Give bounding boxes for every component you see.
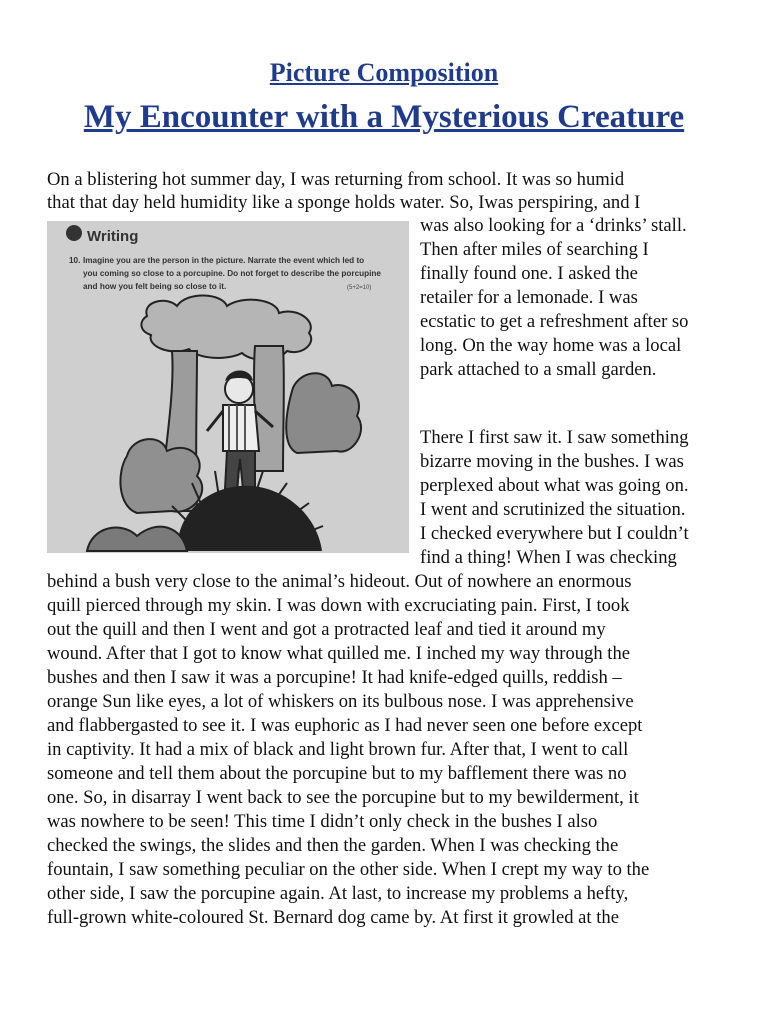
paragraph-line: Then after miles of searching I (420, 239, 649, 260)
paragraph-line: other side, I saw the porcupine again. At last, to increase my problems a hefty, (47, 883, 629, 904)
worksheet-question-number: 10. (69, 256, 81, 265)
paragraph-line: one. So, in disarray I went back to see the porcupine but to my bewilderment, it (47, 787, 639, 808)
paragraph-line: I went and scrutinized the situation. (420, 499, 686, 520)
paragraph-line: bizarre moving in the bushes. I was (420, 451, 684, 472)
paragraph-line: checked the swings, the slides and then the garden. When I was checking the (47, 835, 619, 856)
worksheet-prompt-line: Imagine you are the person in the picture. Narrate the event which led to (83, 256, 365, 265)
paragraph-line: bushes and then I saw it was a porcupine! It had knife-edged quills, reddish – (47, 667, 622, 688)
paragraph-line: full-grown white-coloured St. Bernard dog came by. At first it growled at the (47, 907, 619, 928)
paragraph-line: park attached to a small garden. (420, 359, 657, 380)
paragraph-line: There I first saw it. I saw something (420, 427, 689, 448)
paragraph-line: that that day held humidity like a sponge holds water. So, Iwas perspiring, and I (47, 192, 641, 213)
paragraph-line: and flabbergasted to see it. I was euphoric as I had never seen one before except (47, 715, 643, 736)
worksheet-prompt-line: and how you felt being so close to it. (83, 282, 227, 291)
paragraph-line: out the quill and then I went and got a protracted leaf and tied it around my (47, 619, 606, 640)
tree-trunk-right (253, 346, 284, 471)
paragraph-line: I checked everywhere but I couldn’t (420, 523, 689, 544)
paragraph-line: was nowhere to be seen! This time I didn’t only check in the bushes I also (47, 811, 598, 832)
paragraph-line: find a thing! When I was checking (420, 547, 677, 568)
paragraph-line: retailer for a lemonade. I was (420, 287, 638, 308)
paragraph-line: was also looking for a ‘drinks’ stall. (420, 215, 687, 236)
page-subtitle: Picture Composition (269, 58, 499, 87)
paragraph-line: perplexed about what was going on. (420, 475, 689, 496)
paragraph-line: finally found one. I asked the (420, 263, 638, 284)
paragraph-line: orange Sun like eyes, a lot of whiskers on its bulbous nose. I was apprehensive (47, 691, 634, 712)
worksheet-marks: (5+2=10) (347, 285, 372, 291)
paragraph-line: in captivity. It had a mix of black and light brown fur. After that, I went to call (47, 739, 629, 760)
paragraph-line: wound. After that I got to know what quilled me. I inched my way through the (47, 643, 631, 664)
paragraph-line: long. On the way home was a local (420, 335, 682, 356)
worksheet-photo (47, 221, 409, 553)
paragraph-line: quill pierced through my skin. I was down with excruciating pain. First, I took (47, 595, 630, 616)
bush-left (120, 439, 202, 513)
writing-bullet-icon (66, 225, 82, 241)
worksheet-prompt-line: you coming so close to a porcupine. Do not forget to describe the porcupine (83, 269, 381, 278)
paragraph-line: fountain, I saw something peculiar on the other side. When I crept my way to the (47, 859, 650, 880)
page-title: My Encounter with a Mysterious Creature (83, 99, 685, 135)
worksheet-section: Writing (87, 228, 139, 245)
paragraph-line: behind a bush very close to the animal’s hideout. Out of nowhere an enormous (47, 571, 632, 592)
paragraph-line: ecstatic to get a refreshment after so (420, 311, 689, 332)
paragraph-line: On a blistering hot summer day, I was returning from school. It was so humid (47, 169, 625, 190)
paragraph-line: someone and tell them about the porcupine but to my bafflement there was no (47, 763, 627, 784)
